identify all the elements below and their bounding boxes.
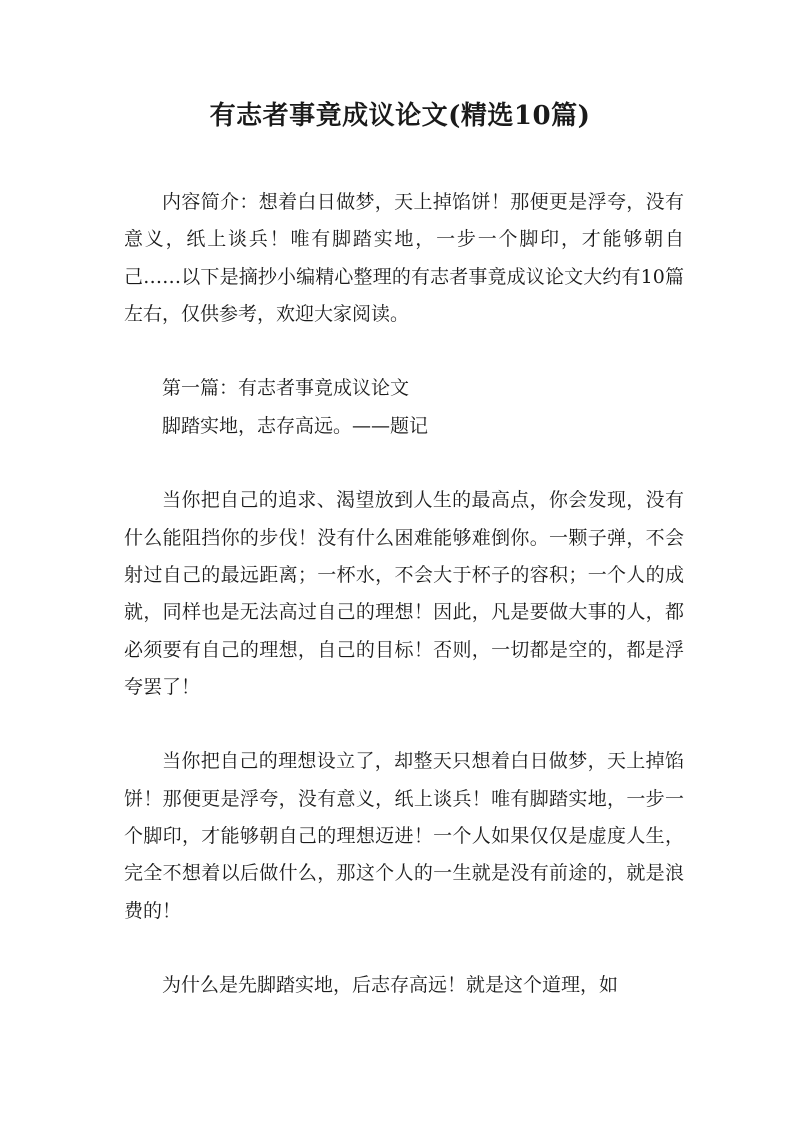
document-body: [124, 184, 684, 1005]
epigraph: 脚踏实地，志存高远。——题记: [162, 414, 429, 437]
summary-paragraph: 内容简介：想着白日做梦，天上掉馅饼！那便更是浮夸，没有意义，纸上谈兵！唯有脚踏实地，一步一个脚印，才能够朝自己……以下是摘抄小编精心整理的有志者事竟成议论文大约有10篇左右，仅供参考，欢迎大家阅读。: [124, 191, 684, 325]
paragraph-gap: [124, 333, 684, 370]
paragraph-gap: [124, 930, 684, 967]
body-paragraph-3: 为什么是先脚踏实地，后志存高远！就是这个道理，如: [162, 974, 619, 997]
section-heading: 第一篇：有志者事竟成议论文: [162, 377, 410, 400]
body-paragraph-2: 当你把自己的理想设立了，却整天只想着白日做梦，天上掉馅饼！那便更是浮夸，没有意义，纸上谈兵！唯有脚踏实地，一步一个脚印，才能够朝自己的理想迈进！一个人如果仅仅是虚度人生，完全不想着以后做什么，那这个人的一生就是没有前途的，就是浪费的！: [124, 750, 684, 922]
document-title: 有志者事竟成议论文(精选10篇): [209, 101, 591, 131]
body-paragraph-1: 当你把自己的追求、渴望放到人生的最高点，你会发现，没有什么能阻挡你的步伐！没有什么困难能够难倒你。一颗子弹，不会射过自己的最远距离；一杯水，不会大于杯子的容积；一个人的成就，同样也是无法高过自己的理想！因此，凡是要做大事的人，都必须要有自己的理想，自己的目标！否则，一切都是空的，都是浮夸罢了！: [124, 489, 684, 698]
paragraph-gap: [124, 445, 684, 482]
paragraph-gap: [124, 706, 684, 743]
